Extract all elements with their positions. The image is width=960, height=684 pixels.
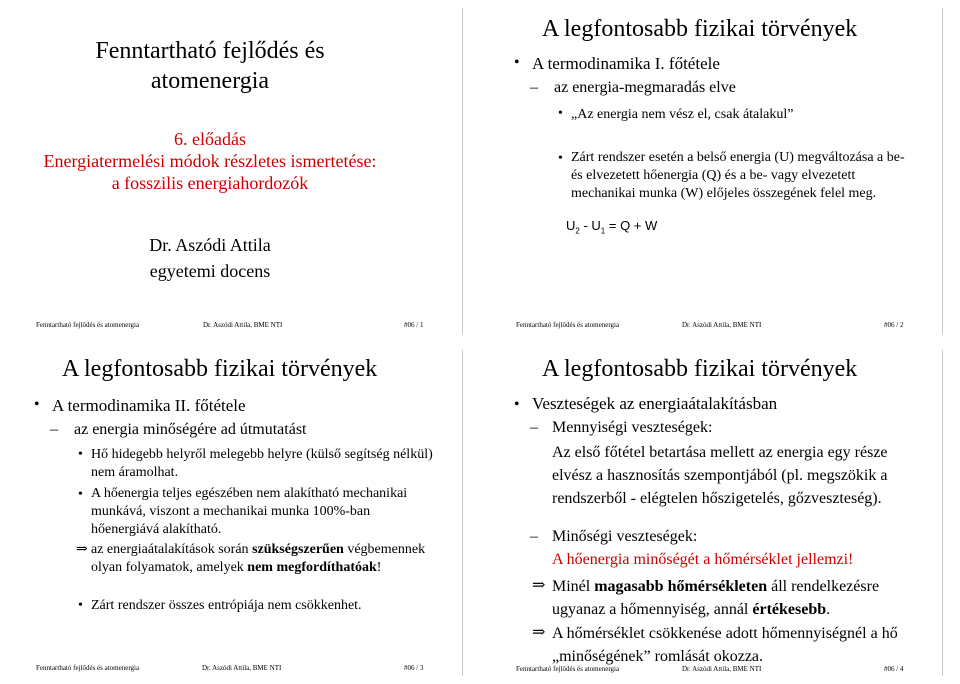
slide-2-bullet-1: A termodinamika I. főtétele [532, 54, 720, 73]
slide-4-arrow-1 [552, 575, 952, 621]
slide-3-dash-1: az energia minőségére ad útmutatást [74, 421, 307, 438]
slide-1-subtitle [0, 128, 420, 194]
footer-mid: Dr. Aszódi Attila, BME NTI [203, 321, 283, 329]
text-bold: magasabb hőmérsékleten [594, 578, 768, 595]
subtitle-line: a fosszilis energiahordozók [111, 173, 309, 193]
slide-3 [0, 342, 480, 684]
slide-2-dash-1: az energia-megmaradás elve [554, 79, 736, 96]
footer-mid: Dr. Aszódi Attila, BME NTI [682, 665, 762, 673]
bullet-icon: • [558, 106, 563, 121]
text-line: rendszerből - elégtelen hőszigetelés, gőzveszteség). [552, 490, 882, 507]
slide-divider [942, 8, 943, 334]
eq-sub: 2 [575, 226, 580, 236]
text-line: nem áramolhat. [91, 465, 179, 480]
dash-icon: – [50, 421, 58, 438]
text-line: Zárt rendszer esetén a belső energia (U) megváltozása a be- [571, 150, 905, 165]
footer-mid: Dr. Aszódi Attila, BME NTI [202, 664, 282, 672]
text-line: munkává, viszont a mechanikai munka 100%-ban [91, 504, 371, 519]
slide-1-title [0, 36, 420, 96]
slide-2-point-1: „Az energia nem vész el, csak átalakul” [571, 107, 794, 122]
text-line: Hő hidegebb helyről melegebb helyre (külső segítség nélkül) [91, 447, 433, 462]
text-bold: szükségszerűen [252, 542, 344, 557]
implies-arrow-icon: ⇒ [76, 542, 88, 557]
slide-2 [480, 0, 960, 342]
text-bold: nem megfordíthatóak [247, 560, 377, 575]
author-name: Dr. Aszódi Attila [149, 235, 271, 255]
slide-4-dash-1: Mennyiségi veszteségek: [552, 419, 713, 436]
eq-sub: 1 [600, 226, 606, 236]
text-part: Minél [552, 578, 595, 595]
text-part: olyan folyamatok, amelyek [91, 560, 248, 575]
text-line: hőenergiává alakítható. [91, 522, 222, 537]
footer-left: Fenntartható fejlődés és atomenergia [516, 321, 620, 329]
slide-4-dash-2: Minőségi veszteségek: [552, 528, 698, 545]
text-part: az energiaátalakítások során [91, 542, 253, 557]
text-line: elvész a hasznosítás szempontjából (pl. megszökik a [552, 467, 888, 484]
footer-right: #06 / 3 [404, 664, 424, 672]
slide-4 [480, 342, 960, 684]
footer-left: Fenntartható fejlődés és atomenergia [516, 665, 620, 673]
slide-3-point-1 [91, 446, 471, 482]
text-bold: értékesebb [752, 601, 827, 618]
slide-3-title: A legfontosabb fizikai törvények [62, 356, 378, 382]
eq-part: - U [579, 218, 601, 233]
slide-divider [462, 350, 463, 676]
bullet-icon: • [78, 487, 83, 502]
lecture-number: 6. előadás [174, 129, 246, 149]
slide-4-title: A legfontosabb fizikai törvények [542, 356, 858, 382]
eq-part: U [566, 218, 576, 233]
footer-right: #06 / 4 [884, 665, 904, 673]
text-part: . [826, 601, 831, 618]
dash-icon: – [530, 79, 538, 96]
text-line [552, 575, 952, 598]
footer-left: Fenntartható fejlődés és atomenergia [36, 664, 140, 672]
footer-right: #06 / 1 [404, 321, 424, 329]
text-line: mechanikai munka (W) előjeles összegének felel meg. [571, 186, 877, 201]
text-line [552, 598, 952, 621]
footer-right: #06 / 2 [884, 321, 904, 329]
text-line: A hőenergia teljes egészében nem alakítható mechanikai [91, 486, 408, 501]
text-line: „minőségének” romlását okozza. [552, 648, 764, 665]
text-line [91, 541, 471, 559]
text-part: végbemennek [343, 542, 426, 557]
dash-icon: – [530, 528, 538, 545]
slide-3-bullet-1: A termodinamika II. főtétele [52, 396, 246, 415]
bullet-icon: • [78, 598, 83, 613]
slide-divider [942, 350, 943, 676]
eq-part: = Q + W [605, 218, 658, 233]
author-position: egyetemi docens [149, 261, 271, 281]
slide-4-arrow-2 [552, 622, 952, 668]
text-line: Az első főtétel betartása mellett az energia egy része [552, 444, 888, 461]
bullet-icon: • [558, 151, 563, 166]
text-part: ! [376, 560, 382, 575]
footer-left: Fenntartható fejlődés és atomenergia [36, 321, 140, 329]
text-part: áll rendelkezésre [767, 578, 880, 595]
text-line: és elvezetett hőenergia (Q) és a be- vagy elvezetett [571, 168, 856, 183]
implies-arrow-icon: ⇒ [532, 624, 546, 641]
subtitle-line: Energiatermelési módok részletes ismertetése: [43, 151, 377, 171]
bullet-icon: • [514, 54, 520, 71]
slide-divider [462, 8, 463, 334]
bullet-icon: • [514, 396, 520, 413]
slide-3-point-2 [91, 485, 471, 539]
slide-4-highlight: A hőenergia minőségét a hőmérséklet jellemzi! [552, 551, 854, 568]
bullet-icon: • [78, 447, 83, 462]
footer-mid: Dr. Aszódi Attila, BME NTI [682, 321, 762, 329]
slide-2-point-2 [571, 149, 951, 203]
dash-icon: – [530, 419, 538, 436]
text-line [91, 559, 471, 577]
slide-2-equation [566, 218, 657, 236]
slide-3-point-4: Zárt rendszer összes entrópiája nem csökkenhet. [91, 598, 362, 613]
slide-3-point-3 [91, 541, 471, 577]
implies-arrow-icon: ⇒ [532, 577, 546, 594]
text-line: A hőmérséklet csökkenése adott hőmennyiségnél a hő [552, 625, 898, 642]
slide-1 [0, 0, 480, 342]
slide-1-author [0, 232, 420, 284]
slide-2-title: A legfontosabb fizikai törvények [542, 16, 858, 42]
bullet-icon: • [34, 396, 40, 413]
title-line: Fenntartható fejlődés és [95, 38, 325, 64]
title-line: atomenergia [150, 68, 270, 94]
slide-4-bullet-1: Veszteségek az energiaátalakításban [532, 394, 778, 413]
text-part: ugyanaz a hőmennyiség, annál [552, 601, 753, 618]
slide-4-text-1 [552, 441, 952, 510]
